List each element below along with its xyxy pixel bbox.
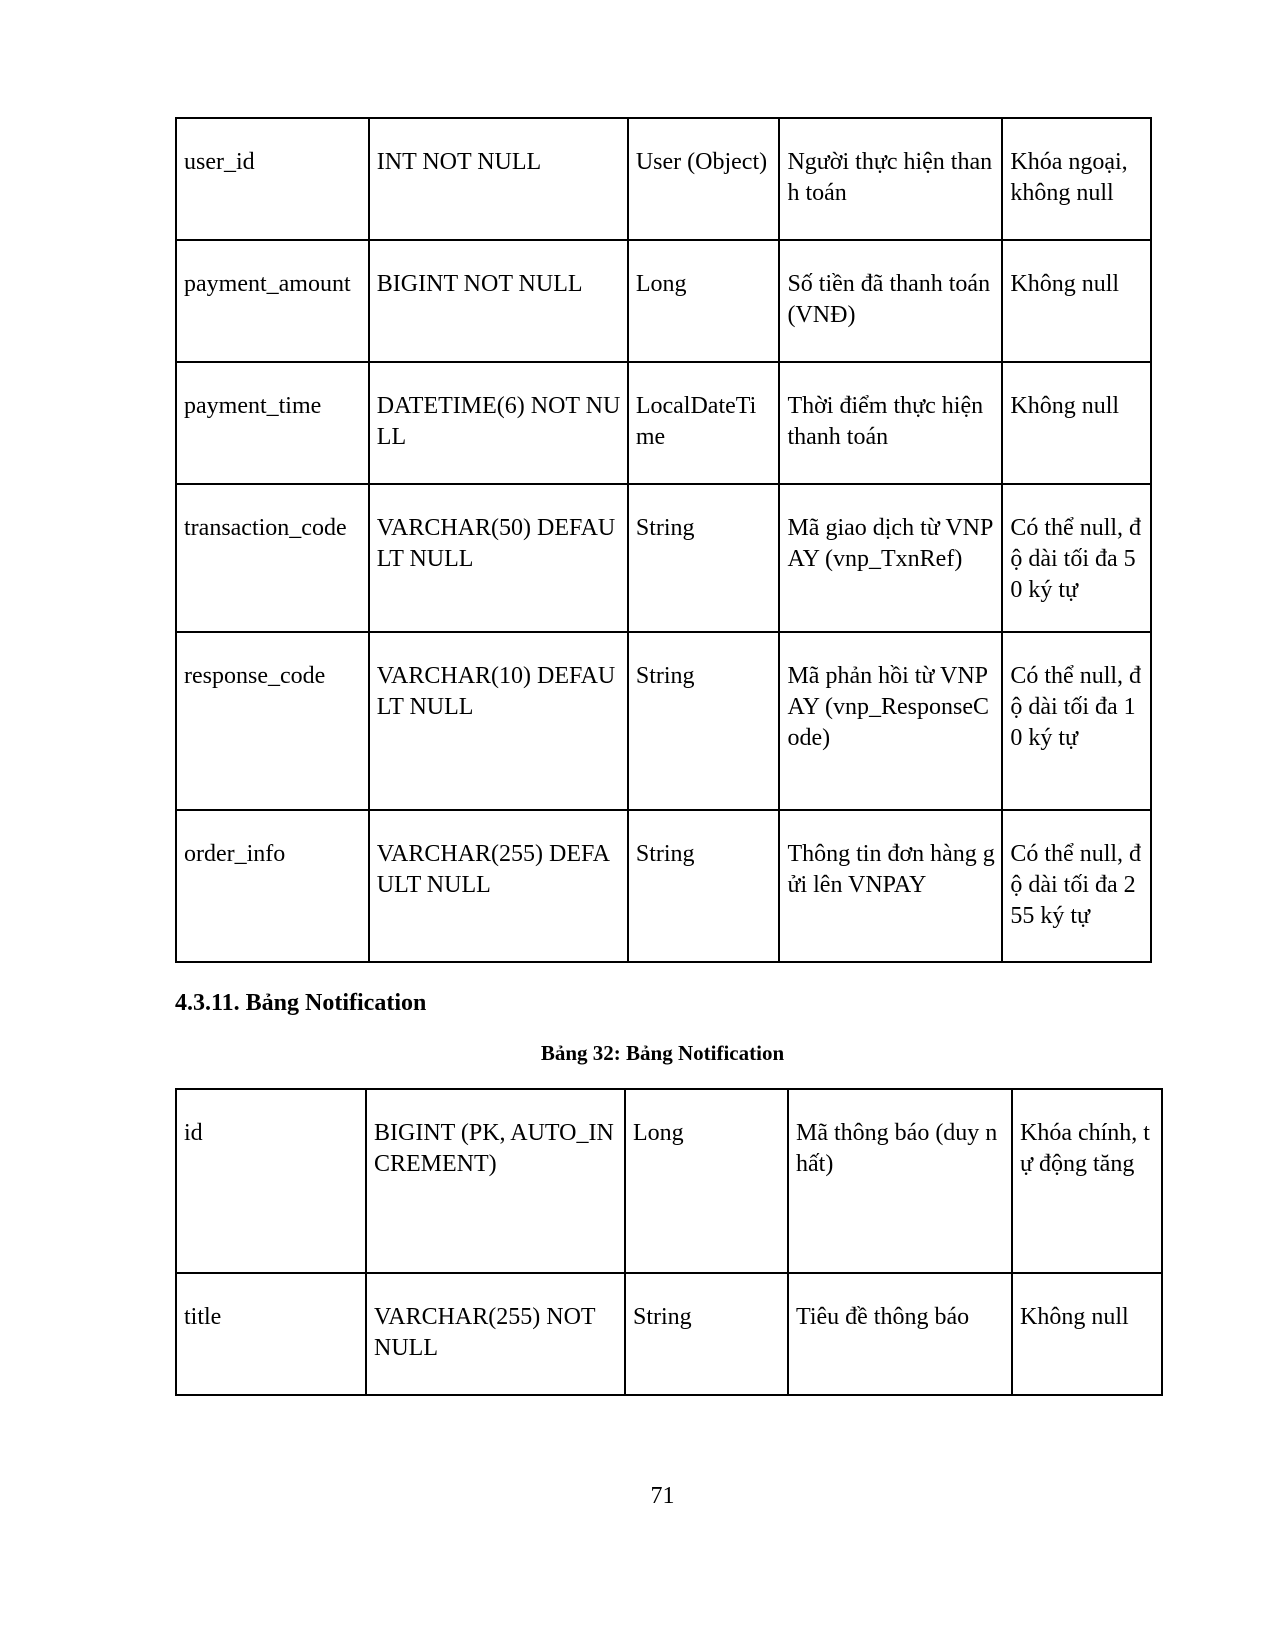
description-cell: Mã thông báo (duy nhất)	[788, 1089, 1012, 1273]
sql-type-cell: BIGINT (PK, AUTO_INCREMENT)	[366, 1089, 625, 1273]
description-cell: Thông tin đơn hàng gửi lên VNPAY	[779, 810, 1002, 962]
field-name-cell: title	[176, 1273, 366, 1395]
java-type-cell: String	[628, 810, 780, 962]
java-type-cell: LocalDateTime	[628, 362, 780, 484]
description-cell: Mã phản hồi từ VNPAY (vnp_ResponseCode)	[779, 632, 1002, 810]
sql-type-cell: VARCHAR(255) NOT NULL	[366, 1273, 625, 1395]
table-row	[176, 118, 1151, 240]
field-name-cell: payment_time	[176, 362, 369, 484]
constraint-cell: Khóa ngoại, không null	[1002, 118, 1151, 240]
java-type-cell: String	[628, 632, 780, 810]
description-cell: Số tiền đã thanh toán (VNĐ)	[779, 240, 1002, 362]
sql-type-cell: VARCHAR(10) DEFAULT NULL	[369, 632, 628, 810]
java-type-cell: String	[625, 1273, 788, 1395]
payment-table	[175, 117, 1152, 963]
java-type-cell: Long	[625, 1089, 788, 1273]
field-name-cell: transaction_code	[176, 484, 369, 632]
constraint-cell: Không null	[1002, 240, 1151, 362]
table-row	[176, 810, 1151, 962]
sql-type-cell: VARCHAR(255) DEFAULT NULL	[369, 810, 628, 962]
field-name-cell: order_info	[176, 810, 369, 962]
description-cell: Tiêu đề thông báo	[788, 1273, 1012, 1395]
field-name-cell: payment_amount	[176, 240, 369, 362]
field-name-cell: id	[176, 1089, 366, 1273]
constraint-cell: Không null	[1012, 1273, 1162, 1395]
table-row	[176, 632, 1151, 810]
constraint-cell: Không null	[1002, 362, 1151, 484]
java-type-cell: Long	[628, 240, 780, 362]
notification-table	[175, 1088, 1163, 1396]
sql-type-cell: DATETIME(6) NOT NULL	[369, 362, 628, 484]
constraint-cell: Có thể null, độ dài tối đa 50 ký tự	[1002, 484, 1151, 632]
constraint-cell: Có thể null, độ dài tối đa 255 ký tự	[1002, 810, 1151, 962]
java-type-cell: String	[628, 484, 780, 632]
section-heading: 4.3.11. Bảng Notification	[175, 990, 427, 1016]
table-row	[176, 1273, 1162, 1395]
table-row	[176, 362, 1151, 484]
description-cell: Người thực hiện thanh toán	[779, 118, 1002, 240]
table-row	[176, 484, 1151, 632]
sql-type-cell: BIGINT NOT NULL	[369, 240, 628, 362]
sql-type-cell: INT NOT NULL	[369, 118, 628, 240]
sql-type-cell: VARCHAR(50) DEFAULT NULL	[369, 484, 628, 632]
field-name-cell: response_code	[176, 632, 369, 810]
page-number: 71	[650, 1483, 675, 1509]
constraint-cell: Có thể null, độ dài tối đa 10 ký tự	[1002, 632, 1151, 810]
description-cell: Mã giao dịch từ VNPAY (vnp_TxnRef)	[779, 484, 1002, 632]
table-row	[176, 240, 1151, 362]
java-type-cell: User (Object)	[628, 118, 780, 240]
field-name-cell: user_id	[176, 118, 369, 240]
constraint-cell: Khóa chính, tự động tăng	[1012, 1089, 1162, 1273]
description-cell: Thời điểm thực hiện thanh toán	[779, 362, 1002, 484]
table-row	[176, 1089, 1162, 1273]
table-caption: Bảng 32: Bảng Notification	[540, 1041, 785, 1065]
